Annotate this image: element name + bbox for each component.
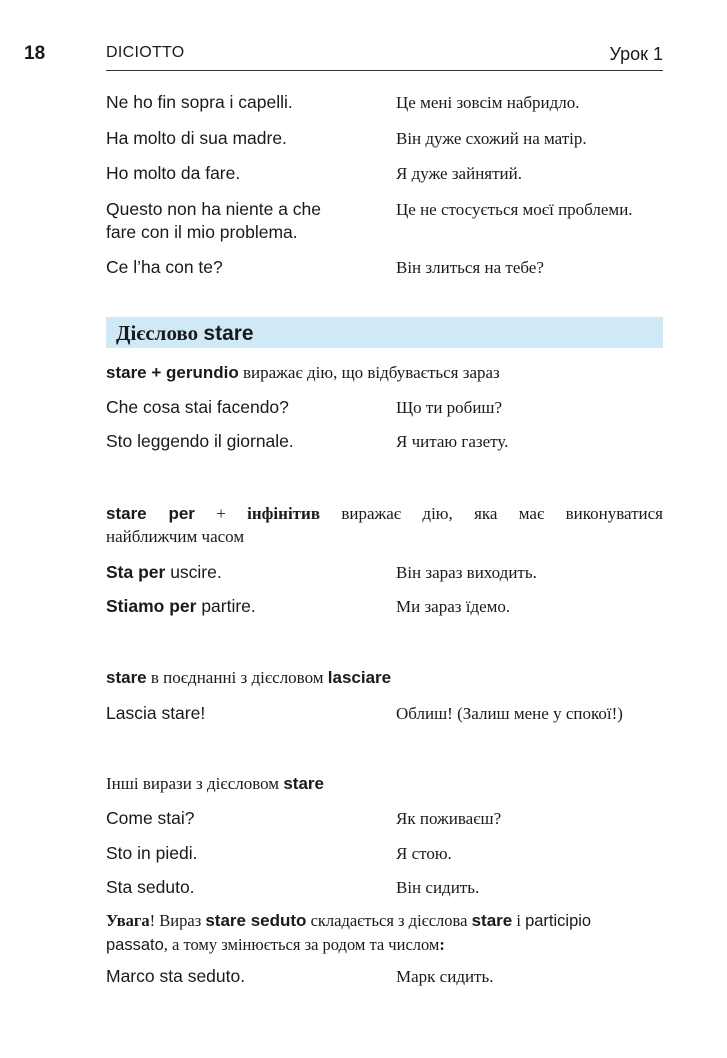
rule-other-expressions: Інші вирази з дієсловом stare <box>106 774 324 793</box>
example-italian: Sta per uscire. <box>106 562 222 582</box>
rule-infinitive: stare per + інфінітив виражає дію, яка має виконуватися найближчим часом <box>106 504 663 546</box>
example-italian: Marco sta seduto. <box>106 966 246 986</box>
phrase-italian: Ha molto di sua madre. <box>106 128 287 148</box>
page-number: 18 <box>24 43 46 64</box>
phrase-ukrainian: Я дуже зайнятий. <box>396 164 522 183</box>
example-ukrainian: Я стою. <box>396 844 452 863</box>
example-ukrainian: Як поживаєш? <box>396 809 502 828</box>
phrase-ukrainian: Він злиться на тебе? <box>396 258 544 277</box>
example-italian: Che cosa stai facendo? <box>106 397 289 417</box>
rule-lasciare: stare в поєднанні з дієсловом lasciare <box>106 668 392 687</box>
section-title: Дієслово stare <box>116 321 254 345</box>
example-ukrainian: Він зараз виходить. <box>396 563 537 582</box>
phrase-ukrainian: Це мені зовсім набридло. <box>396 93 580 112</box>
section-heading <box>106 317 663 348</box>
example-italian: Sto in piedi. <box>106 843 198 863</box>
example-ukrainian: Облиш! (Залиш мене у спокої!) <box>396 704 623 723</box>
phrase-ukrainian: Це не стосується моєї проблеми. <box>396 200 633 219</box>
example-italian: Sto leggendo il giornale. <box>106 431 294 451</box>
example-ukrainian: Я читаю газету. <box>396 432 509 451</box>
example-italian: Lascia stare! <box>106 703 206 723</box>
example-ukrainian: Марк сидить. <box>396 967 494 986</box>
page-header <box>24 40 663 72</box>
phrase-ukrainian: Він дуже схожий на матір. <box>396 129 587 148</box>
phrase-italian: Questo non ha niente a che fare con il mio problema. <box>106 199 322 242</box>
lesson-label: Урок 1 <box>609 44 663 64</box>
example-ukrainian: Він сидить. <box>396 878 480 897</box>
example-italian: Come stai? <box>106 808 195 828</box>
example-italian: Sta seduto. <box>106 877 195 897</box>
note-paragraph: Увага! Вираз stare seduto складається з дієслова stare і participio passato, а тому змінюється за родом та числом: <box>106 911 592 954</box>
example-ukrainian: Ми зараз їдемо. <box>396 597 511 616</box>
phrase-italian: Ho molto da fare. <box>106 163 241 183</box>
header-rule <box>106 70 663 71</box>
phrase-italian: Ce l’ha con te? <box>106 257 223 277</box>
rule-gerund: stare + gerundio виражає дію, що відбувається зараз <box>106 363 500 382</box>
example-italian: Stiamo per partire. <box>106 596 256 616</box>
running-title: DICIOTTO <box>106 44 185 61</box>
phrase-italian: Ne ho fin sopra i capelli. <box>106 92 293 112</box>
example-ukrainian: Що ти робиш? <box>396 398 503 417</box>
